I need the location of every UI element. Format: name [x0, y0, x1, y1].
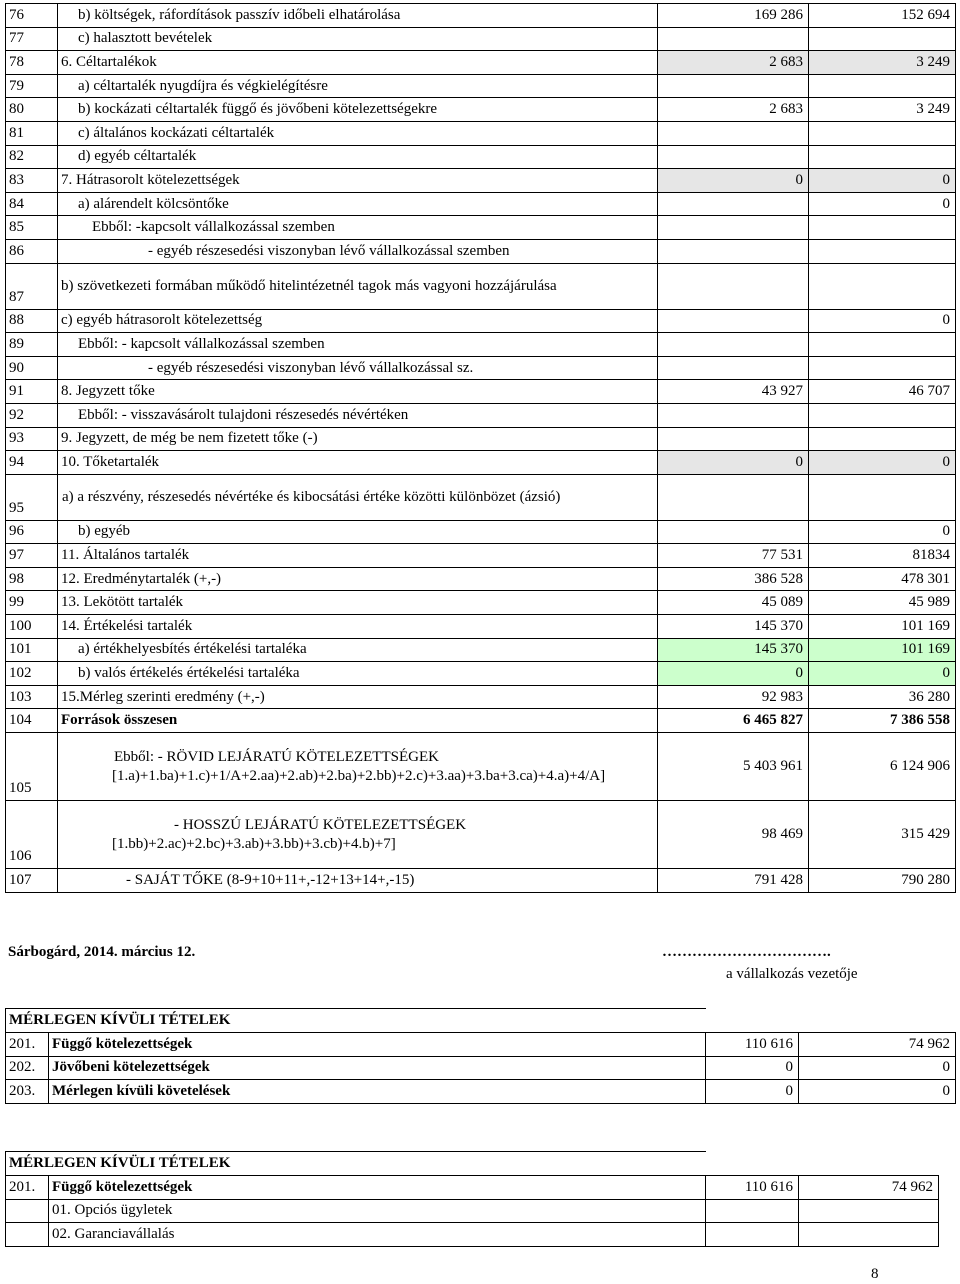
row-number: 89	[6, 333, 58, 357]
table-row	[6, 638, 956, 662]
value-current-year	[809, 333, 956, 357]
table-row	[6, 145, 956, 169]
row-number: 105	[6, 733, 58, 801]
value-prev-year: 98 469	[658, 801, 809, 869]
table-row	[6, 403, 956, 427]
row-number: 203.	[6, 1080, 49, 1104]
value-current-year: 0	[809, 192, 956, 216]
row-label: Függő kötelezettségek	[49, 1175, 706, 1199]
table-row	[6, 544, 956, 568]
table-row	[6, 263, 956, 309]
value-current-year	[809, 121, 956, 145]
value-current-year: 0	[809, 520, 956, 544]
row-label: a) értékhelyesbítés értékelési tartaléka	[58, 638, 658, 662]
value-current-year: 101 169	[809, 615, 956, 639]
value-current-year	[799, 1223, 939, 1247]
row-number: 78	[6, 51, 58, 75]
row-label: 10. Tőketartalék	[58, 451, 658, 475]
row-label: c) halasztott bevételek	[58, 27, 658, 51]
row-label: a) alárendelt kölcsöntőke	[58, 192, 658, 216]
row-number: 86	[6, 239, 58, 263]
table-row	[6, 869, 956, 893]
row-number: 90	[6, 356, 58, 380]
value-current-year	[809, 356, 956, 380]
table-row	[6, 427, 956, 451]
row-label-line2: [1.bb)+2.ac)+2.bc)+3.ab)+3.bb)+3.cb)+4.b)+7]	[112, 835, 396, 852]
table-row	[6, 216, 956, 240]
value-prev-year: 6 465 827	[658, 709, 809, 733]
value-prev-year	[658, 27, 809, 51]
row-label: d) egyéb céltartalék	[58, 145, 658, 169]
row-number: 106	[6, 801, 58, 869]
value-current-year	[809, 263, 956, 309]
value-prev-year: 145 370	[658, 638, 809, 662]
row-label: Jövőbeni kötelezettségek	[49, 1056, 706, 1080]
row-number: 80	[6, 98, 58, 122]
value-current-year: 0	[799, 1056, 956, 1080]
table-row	[6, 121, 956, 145]
row-label	[58, 801, 658, 869]
value-current-year: 3 249	[809, 98, 956, 122]
value-prev-year	[658, 403, 809, 427]
value-current-year: 0	[809, 309, 956, 333]
table-row	[6, 309, 956, 333]
value-prev-year	[706, 1199, 799, 1223]
value-prev-year: 169 286	[658, 4, 809, 28]
table-row	[6, 1199, 939, 1223]
row-number: 87	[6, 263, 58, 309]
value-current-year	[799, 1199, 939, 1223]
table-row	[6, 380, 956, 404]
row-number: 85	[6, 216, 58, 240]
row-number: 201.	[6, 1032, 49, 1056]
row-number: 101	[6, 638, 58, 662]
value-prev-year: 0	[706, 1056, 799, 1080]
table-row	[6, 685, 956, 709]
row-label: b) kockázati céltartalék függő és jövőbeni kötelezettségekre	[58, 98, 658, 122]
value-prev-year: 77 531	[658, 544, 809, 568]
row-number: 83	[6, 169, 58, 193]
row-number: 81	[6, 121, 58, 145]
value-prev-year	[658, 239, 809, 263]
row-label: 7. Hátrasorolt kötelezettségek	[58, 169, 658, 193]
table-row	[6, 27, 956, 51]
balance-sheet-liabilities-table	[5, 3, 956, 893]
table-title-row	[6, 1009, 956, 1033]
row-number: 94	[6, 451, 58, 475]
row-label: 9. Jegyzett, de még be nem fizetett tőke (-)	[58, 427, 658, 451]
value-current-year: 315 429	[809, 801, 956, 869]
row-label: 14. Értékelési tartalék	[58, 615, 658, 639]
value-prev-year	[658, 333, 809, 357]
value-prev-year: 0	[706, 1080, 799, 1104]
row-number: 97	[6, 544, 58, 568]
row-label: a) a részvény, részesedés névértéke és kibocsátási értéke közötti különbözet (ázsió)	[58, 474, 658, 520]
table-row	[6, 591, 956, 615]
value-current-year	[809, 216, 956, 240]
off-balance-table-1	[5, 1008, 956, 1104]
table-row	[6, 74, 956, 98]
row-label: c) általános kockázati céltartalék	[58, 121, 658, 145]
value-prev-year: 110 616	[706, 1032, 799, 1056]
row-label: b) szövetkezeti formában működő hitelintézetnél tagok más vagyoni hozzájárulása	[58, 263, 658, 309]
value-current-year: 6 124 906	[809, 733, 956, 801]
value-prev-year: 0	[658, 169, 809, 193]
value-prev-year: 2 683	[658, 51, 809, 75]
row-number: 103	[6, 685, 58, 709]
value-current-year: 0	[809, 662, 956, 686]
row-label: 13. Lekötött tartalék	[58, 591, 658, 615]
table-row	[6, 1080, 956, 1104]
row-number: 76	[6, 4, 58, 28]
row-number	[6, 1199, 49, 1223]
value-prev-year	[658, 216, 809, 240]
table-row	[6, 51, 956, 75]
table-row	[6, 1175, 939, 1199]
table-row	[6, 356, 956, 380]
table-row	[6, 98, 956, 122]
table-row	[6, 709, 956, 733]
table-row	[6, 192, 956, 216]
off-balance-table-2	[5, 1151, 939, 1247]
section-title: MÉRLEGEN KÍVÜLI TÉTELEK	[6, 1152, 706, 1176]
value-prev-year	[658, 474, 809, 520]
row-label: 12. Eredménytartalék (+,-)	[58, 567, 658, 591]
value-prev-year	[658, 263, 809, 309]
table-row	[6, 1032, 956, 1056]
row-label	[58, 733, 658, 801]
row-label: b) valós értékelés értékelési tartaléka	[58, 662, 658, 686]
row-label: 11. Általános tartalék	[58, 544, 658, 568]
row-number: 93	[6, 427, 58, 451]
row-label: Ebből: - kapcsolt vállalkozással szemben	[58, 333, 658, 357]
row-number: 92	[6, 403, 58, 427]
value-prev-year	[658, 121, 809, 145]
row-number: 104	[6, 709, 58, 733]
row-number: 79	[6, 74, 58, 98]
row-label: c) egyéb hátrasorolt kötelezettség	[58, 309, 658, 333]
row-number: 91	[6, 380, 58, 404]
row-number: 99	[6, 591, 58, 615]
value-current-year	[809, 427, 956, 451]
table-row	[6, 733, 956, 801]
row-label: a) céltartalék nyugdíjra és végkielégítésre	[58, 74, 658, 98]
row-number: 77	[6, 27, 58, 51]
signature-line: …………………………….	[662, 944, 831, 960]
row-label: 8. Jegyzett tőke	[58, 380, 658, 404]
row-number: 202.	[6, 1056, 49, 1080]
row-number: 88	[6, 309, 58, 333]
row-label-line1: - HOSSZÚ LEJÁRATÚ KÖTELEZETTSÉGEK	[174, 816, 467, 833]
value-current-year: 0	[799, 1080, 956, 1104]
value-prev-year: 2 683	[658, 98, 809, 122]
table-row	[6, 333, 956, 357]
value-current-year: 790 280	[809, 869, 956, 893]
row-number	[6, 1223, 49, 1247]
value-prev-year: 145 370	[658, 615, 809, 639]
value-prev-year	[706, 1223, 799, 1247]
row-label: Ebből: -kapcsolt vállalkozással szemben	[58, 216, 658, 240]
row-label-line1: Ebből: - RÖVID LEJÁRATÚ KÖTELEZETTSÉGEK	[114, 748, 439, 765]
value-current-year: 36 280	[809, 685, 956, 709]
value-prev-year: 45 089	[658, 591, 809, 615]
row-label: - SAJÁT TŐKE (8-9+10+11+,-12+13+14+,-15)	[58, 869, 658, 893]
table-row	[6, 520, 956, 544]
table-row	[6, 239, 956, 263]
row-label: 01. Opciós ügyletek	[49, 1199, 706, 1223]
value-current-year: 152 694	[809, 4, 956, 28]
value-current-year	[809, 145, 956, 169]
value-current-year	[809, 74, 956, 98]
value-current-year	[809, 239, 956, 263]
table-row	[6, 1223, 939, 1247]
row-label: Függő kötelezettségek	[49, 1032, 706, 1056]
value-prev-year: 5 403 961	[658, 733, 809, 801]
value-current-year: 45 989	[809, 591, 956, 615]
value-current-year: 0	[809, 451, 956, 475]
value-prev-year: 0	[658, 451, 809, 475]
row-label: 02. Garanciavállalás	[49, 1223, 706, 1247]
row-label: Ebből: - visszavásárolt tulajdoni részesedés névértéken	[58, 403, 658, 427]
value-current-year	[809, 403, 956, 427]
value-prev-year	[658, 309, 809, 333]
row-number: 82	[6, 145, 58, 169]
row-number: 95	[6, 474, 58, 520]
value-current-year: 7 386 558	[809, 709, 956, 733]
signature-title: a vállalkozás vezetője	[726, 966, 858, 982]
value-current-year: 478 301	[809, 567, 956, 591]
value-prev-year: 43 927	[658, 380, 809, 404]
value-current-year: 101 169	[809, 638, 956, 662]
row-label: Források összesen	[58, 709, 658, 733]
value-prev-year	[658, 356, 809, 380]
table-row	[6, 662, 956, 686]
page-number: 8	[871, 1266, 879, 1282]
row-label: - egyéb részesedési viszonyban lévő vállalkozással szemben	[58, 239, 658, 263]
row-number: 102	[6, 662, 58, 686]
value-prev-year: 110 616	[706, 1175, 799, 1199]
value-prev-year	[658, 520, 809, 544]
row-label-line2: [1.a)+1.ba)+1.c)+1/A+2.aa)+2.ab)+2.ba)+2.bb)+2.c)+3.aa)+3.ba+3.ca)+4.a)+4/A]	[112, 767, 606, 784]
table-row	[6, 567, 956, 591]
value-prev-year	[658, 427, 809, 451]
value-prev-year	[658, 145, 809, 169]
table-row	[6, 474, 956, 520]
value-current-year: 46 707	[809, 380, 956, 404]
value-prev-year	[658, 74, 809, 98]
table-row	[6, 169, 956, 193]
value-prev-year	[658, 192, 809, 216]
value-current-year: 81834	[809, 544, 956, 568]
table-row	[6, 1056, 956, 1080]
row-label: b) egyéb	[58, 520, 658, 544]
table-title-row	[6, 1152, 939, 1176]
value-current-year: 3 249	[809, 51, 956, 75]
table-row	[6, 451, 956, 475]
row-number: 107	[6, 869, 58, 893]
place-and-date: Sárbogárd, 2014. március 12.	[8, 944, 196, 960]
value-prev-year: 386 528	[658, 567, 809, 591]
value-current-year: 74 962	[799, 1175, 939, 1199]
table-row	[6, 4, 956, 28]
table-row	[6, 801, 956, 869]
row-number: 96	[6, 520, 58, 544]
row-label: 6. Céltartalékok	[58, 51, 658, 75]
value-current-year	[809, 27, 956, 51]
row-number: 98	[6, 567, 58, 591]
value-prev-year: 791 428	[658, 869, 809, 893]
value-prev-year: 92 983	[658, 685, 809, 709]
row-label: Mérlegen kívüli követelések	[49, 1080, 706, 1104]
value-current-year	[809, 474, 956, 520]
row-label: 15.Mérleg szerinti eredmény (+,-)	[58, 685, 658, 709]
row-number: 201.	[6, 1175, 49, 1199]
value-current-year: 0	[809, 169, 956, 193]
row-label: b) költségek, ráfordítások passzív időbeli elhatárolása	[58, 4, 658, 28]
section-title: MÉRLEGEN KÍVÜLI TÉTELEK	[6, 1009, 706, 1033]
row-number: 100	[6, 615, 58, 639]
value-current-year: 74 962	[799, 1032, 956, 1056]
value-prev-year: 0	[658, 662, 809, 686]
row-label: - egyéb részesedési viszonyban lévő vállalkozással sz.	[58, 356, 658, 380]
table-row	[6, 615, 956, 639]
row-number: 84	[6, 192, 58, 216]
